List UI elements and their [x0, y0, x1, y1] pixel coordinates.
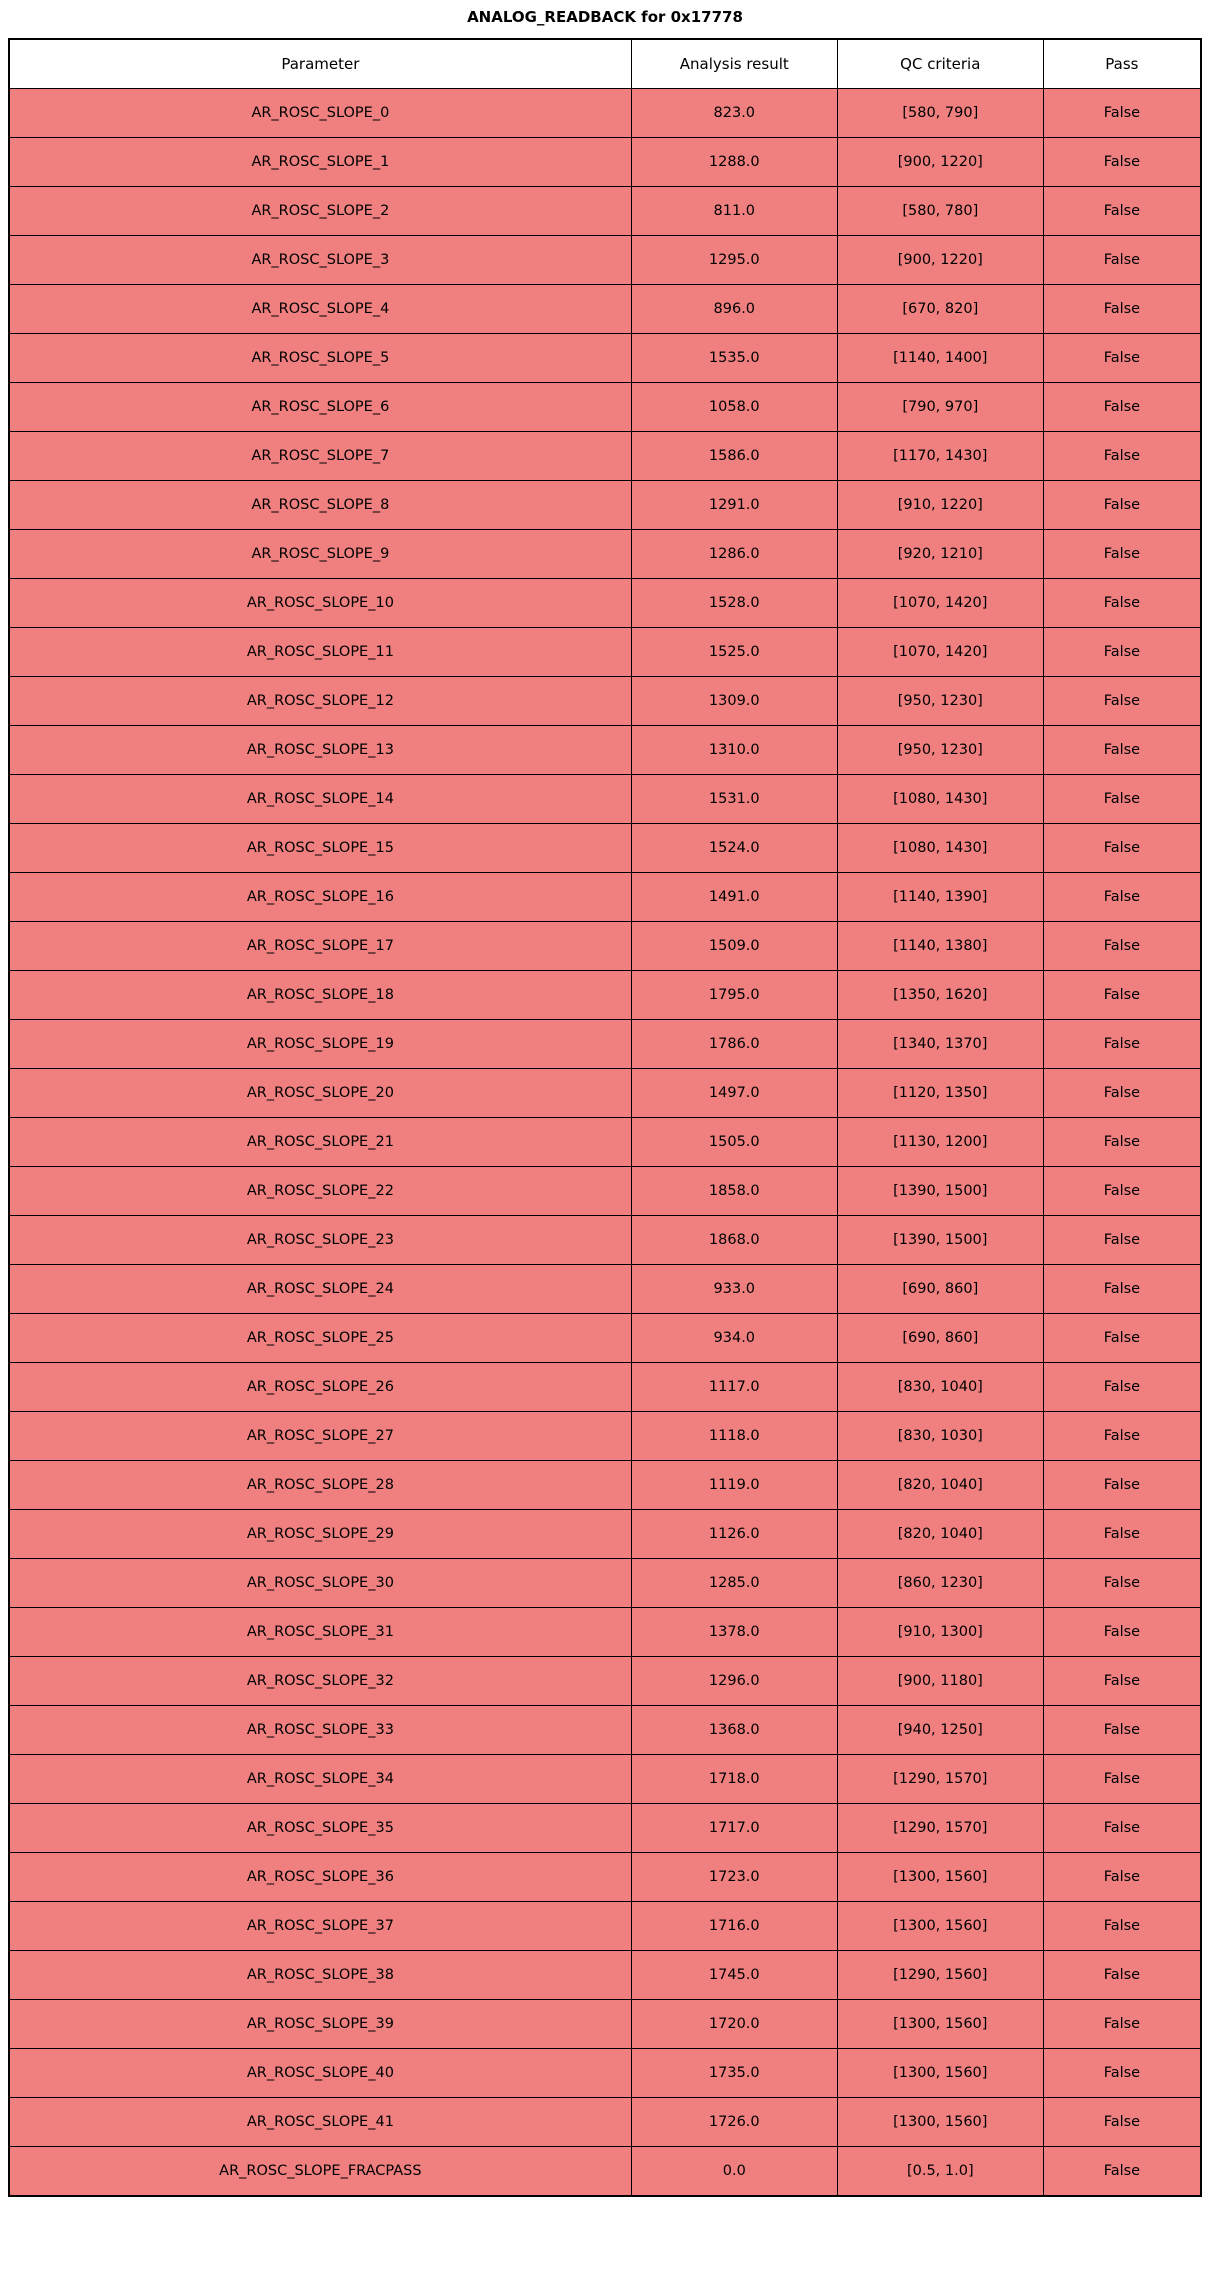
cell-qc-criteria: [1130, 1200] — [837, 1118, 1043, 1167]
cell-pass: False — [1043, 187, 1201, 236]
cell-qc-criteria: [1140, 1390] — [837, 873, 1043, 922]
table-row — [9, 383, 1201, 432]
cell-qc-criteria: [1300, 1560] — [837, 2000, 1043, 2049]
table-row — [9, 1559, 1201, 1608]
cell-analysis-result: 1117.0 — [631, 1363, 837, 1412]
cell-pass: False — [1043, 383, 1201, 432]
table-row — [9, 1314, 1201, 1363]
cell-parameter: AR_ROSC_SLOPE_21 — [9, 1118, 631, 1167]
cell-analysis-result: 1058.0 — [631, 383, 837, 432]
table-row — [9, 1755, 1201, 1804]
table-row — [9, 579, 1201, 628]
cell-analysis-result: 1309.0 — [631, 677, 837, 726]
cell-qc-criteria: [1300, 1560] — [837, 1902, 1043, 1951]
cell-qc-criteria: [1140, 1380] — [837, 922, 1043, 971]
cell-parameter: AR_ROSC_SLOPE_33 — [9, 1706, 631, 1755]
table-row — [9, 2098, 1201, 2147]
cell-pass: False — [1043, 1559, 1201, 1608]
cell-parameter: AR_ROSC_SLOPE_0 — [9, 89, 631, 138]
table-row — [9, 1608, 1201, 1657]
cell-qc-criteria: [1290, 1560] — [837, 1951, 1043, 2000]
cell-qc-criteria: [790, 970] — [837, 383, 1043, 432]
cell-analysis-result: 1295.0 — [631, 236, 837, 285]
cell-analysis-result: 1868.0 — [631, 1216, 837, 1265]
table-row — [9, 1020, 1201, 1069]
cell-pass: False — [1043, 432, 1201, 481]
cell-qc-criteria: [910, 1220] — [837, 481, 1043, 530]
cell-qc-criteria: [0.5, 1.0] — [837, 2147, 1043, 2197]
table-row — [9, 89, 1201, 138]
cell-parameter: AR_ROSC_SLOPE_3 — [9, 236, 631, 285]
table-row — [9, 187, 1201, 236]
column-header-pass: Pass — [1043, 39, 1201, 89]
cell-analysis-result: 811.0 — [631, 187, 837, 236]
cell-qc-criteria: [1080, 1430] — [837, 775, 1043, 824]
table-row — [9, 2147, 1201, 2197]
cell-analysis-result: 1720.0 — [631, 2000, 837, 2049]
cell-pass: False — [1043, 579, 1201, 628]
cell-qc-criteria: [950, 1230] — [837, 726, 1043, 775]
cell-parameter: AR_ROSC_SLOPE_22 — [9, 1167, 631, 1216]
table-row — [9, 1118, 1201, 1167]
cell-analysis-result: 1524.0 — [631, 824, 837, 873]
cell-qc-criteria: [690, 860] — [837, 1265, 1043, 1314]
cell-pass: False — [1043, 2049, 1201, 2098]
cell-pass: False — [1043, 873, 1201, 922]
cell-qc-criteria: [920, 1210] — [837, 530, 1043, 579]
cell-analysis-result: 1126.0 — [631, 1510, 837, 1559]
cell-parameter: AR_ROSC_SLOPE_12 — [9, 677, 631, 726]
column-header-qc-criteria: QC criteria — [837, 39, 1043, 89]
cell-analysis-result: 1296.0 — [631, 1657, 837, 1706]
cell-parameter: AR_ROSC_SLOPE_10 — [9, 579, 631, 628]
table-row — [9, 1461, 1201, 1510]
cell-analysis-result: 1795.0 — [631, 971, 837, 1020]
cell-pass: False — [1043, 1902, 1201, 1951]
cell-pass: False — [1043, 1608, 1201, 1657]
cell-qc-criteria: [900, 1220] — [837, 138, 1043, 187]
cell-parameter: AR_ROSC_SLOPE_8 — [9, 481, 631, 530]
cell-analysis-result: 933.0 — [631, 1265, 837, 1314]
table-row — [9, 481, 1201, 530]
cell-analysis-result: 1310.0 — [631, 726, 837, 775]
cell-qc-criteria: [1300, 1560] — [837, 2098, 1043, 2147]
table-row — [9, 236, 1201, 285]
cell-parameter: AR_ROSC_SLOPE_25 — [9, 1314, 631, 1363]
cell-parameter: AR_ROSC_SLOPE_6 — [9, 383, 631, 432]
cell-analysis-result: 1535.0 — [631, 334, 837, 383]
cell-analysis-result: 1718.0 — [631, 1755, 837, 1804]
cell-pass: False — [1043, 726, 1201, 775]
cell-parameter: AR_ROSC_SLOPE_40 — [9, 2049, 631, 2098]
cell-parameter: AR_ROSC_SLOPE_2 — [9, 187, 631, 236]
cell-parameter: AR_ROSC_SLOPE_38 — [9, 1951, 631, 2000]
cell-parameter: AR_ROSC_SLOPE_9 — [9, 530, 631, 579]
cell-qc-criteria: [1290, 1570] — [837, 1755, 1043, 1804]
cell-pass: False — [1043, 285, 1201, 334]
table-row — [9, 138, 1201, 187]
cell-qc-criteria: [1350, 1620] — [837, 971, 1043, 1020]
qc-table-container — [0, 38, 1210, 2205]
table-row — [9, 1706, 1201, 1755]
table-row — [9, 775, 1201, 824]
cell-parameter: AR_ROSC_SLOPE_24 — [9, 1265, 631, 1314]
table-header — [9, 39, 1201, 89]
table-row — [9, 824, 1201, 873]
cell-parameter: AR_ROSC_SLOPE_30 — [9, 1559, 631, 1608]
cell-qc-criteria: [670, 820] — [837, 285, 1043, 334]
cell-analysis-result: 1586.0 — [631, 432, 837, 481]
cell-analysis-result: 823.0 — [631, 89, 837, 138]
table-row — [9, 1657, 1201, 1706]
cell-qc-criteria: [1170, 1430] — [837, 432, 1043, 481]
cell-qc-criteria: [1300, 1560] — [837, 2049, 1043, 2098]
cell-qc-criteria: [1390, 1500] — [837, 1216, 1043, 1265]
cell-parameter: AR_ROSC_SLOPE_19 — [9, 1020, 631, 1069]
cell-analysis-result: 1378.0 — [631, 1608, 837, 1657]
table-row — [9, 1804, 1201, 1853]
cell-pass: False — [1043, 1412, 1201, 1461]
table-row — [9, 873, 1201, 922]
cell-pass: False — [1043, 1510, 1201, 1559]
cell-analysis-result: 1509.0 — [631, 922, 837, 971]
table-row — [9, 1412, 1201, 1461]
qc-results-table — [8, 38, 1202, 2197]
cell-pass: False — [1043, 1167, 1201, 1216]
cell-qc-criteria: [1290, 1570] — [837, 1804, 1043, 1853]
cell-parameter: AR_ROSC_SLOPE_27 — [9, 1412, 631, 1461]
table-row — [9, 2000, 1201, 2049]
cell-parameter: AR_ROSC_SLOPE_29 — [9, 1510, 631, 1559]
cell-qc-criteria: [900, 1220] — [837, 236, 1043, 285]
cell-pass: False — [1043, 628, 1201, 677]
cell-pass: False — [1043, 1951, 1201, 2000]
cell-qc-criteria: [910, 1300] — [837, 1608, 1043, 1657]
cell-pass: False — [1043, 236, 1201, 285]
cell-qc-criteria: [950, 1230] — [837, 677, 1043, 726]
cell-pass: False — [1043, 1657, 1201, 1706]
cell-parameter: AR_ROSC_SLOPE_41 — [9, 2098, 631, 2147]
cell-parameter: AR_ROSC_SLOPE_14 — [9, 775, 631, 824]
table-row — [9, 432, 1201, 481]
cell-analysis-result: 1717.0 — [631, 1804, 837, 1853]
cell-analysis-result: 1286.0 — [631, 530, 837, 579]
cell-pass: False — [1043, 775, 1201, 824]
cell-pass: False — [1043, 1706, 1201, 1755]
table-row — [9, 971, 1201, 1020]
cell-analysis-result: 934.0 — [631, 1314, 837, 1363]
cell-parameter: AR_ROSC_SLOPE_18 — [9, 971, 631, 1020]
cell-parameter: AR_ROSC_SLOPE_15 — [9, 824, 631, 873]
cell-parameter: AR_ROSC_SLOPE_35 — [9, 1804, 631, 1853]
table-body — [9, 89, 1201, 2197]
cell-pass: False — [1043, 1265, 1201, 1314]
cell-qc-criteria: [1120, 1350] — [837, 1069, 1043, 1118]
cell-parameter: AR_ROSC_SLOPE_13 — [9, 726, 631, 775]
table-row — [9, 1265, 1201, 1314]
cell-analysis-result: 1723.0 — [631, 1853, 837, 1902]
cell-qc-criteria: [580, 790] — [837, 89, 1043, 138]
table-row — [9, 2049, 1201, 2098]
cell-analysis-result: 1745.0 — [631, 1951, 837, 2000]
table-row — [9, 1167, 1201, 1216]
cell-parameter: AR_ROSC_SLOPE_16 — [9, 873, 631, 922]
page-title: ANALOG_READBACK for 0x17778 — [467, 8, 743, 26]
cell-parameter: AR_ROSC_SLOPE_17 — [9, 922, 631, 971]
table-row — [9, 922, 1201, 971]
cell-parameter: AR_ROSC_SLOPE_FRACPASS — [9, 2147, 631, 2197]
cell-analysis-result: 0.0 — [631, 2147, 837, 2197]
cell-pass: False — [1043, 677, 1201, 726]
cell-pass: False — [1043, 1118, 1201, 1167]
cell-pass: False — [1043, 2000, 1201, 2049]
cell-pass: False — [1043, 89, 1201, 138]
cell-analysis-result: 1119.0 — [631, 1461, 837, 1510]
cell-qc-criteria: [1340, 1370] — [837, 1020, 1043, 1069]
cell-parameter: AR_ROSC_SLOPE_32 — [9, 1657, 631, 1706]
cell-analysis-result: 1786.0 — [631, 1020, 837, 1069]
cell-analysis-result: 1726.0 — [631, 2098, 837, 2147]
table-header-row — [9, 39, 1201, 89]
cell-pass: False — [1043, 530, 1201, 579]
cell-parameter: AR_ROSC_SLOPE_1 — [9, 138, 631, 187]
table-row — [9, 1951, 1201, 2000]
table-row — [9, 1853, 1201, 1902]
cell-pass: False — [1043, 1314, 1201, 1363]
cell-pass: False — [1043, 1363, 1201, 1412]
cell-pass: False — [1043, 1216, 1201, 1265]
cell-analysis-result: 1118.0 — [631, 1412, 837, 1461]
cell-qc-criteria: [690, 860] — [837, 1314, 1043, 1363]
cell-qc-criteria: [1390, 1500] — [837, 1167, 1043, 1216]
cell-pass: False — [1043, 1755, 1201, 1804]
table-row — [9, 726, 1201, 775]
cell-qc-criteria: [830, 1040] — [837, 1363, 1043, 1412]
cell-qc-criteria: [1080, 1430] — [837, 824, 1043, 873]
cell-parameter: AR_ROSC_SLOPE_5 — [9, 334, 631, 383]
cell-qc-criteria: [860, 1230] — [837, 1559, 1043, 1608]
cell-parameter: AR_ROSC_SLOPE_4 — [9, 285, 631, 334]
cell-analysis-result: 1291.0 — [631, 481, 837, 530]
cell-analysis-result: 1531.0 — [631, 775, 837, 824]
cell-qc-criteria: [1070, 1420] — [837, 628, 1043, 677]
cell-parameter: AR_ROSC_SLOPE_37 — [9, 1902, 631, 1951]
table-row — [9, 1902, 1201, 1951]
cell-pass: False — [1043, 1461, 1201, 1510]
cell-parameter: AR_ROSC_SLOPE_34 — [9, 1755, 631, 1804]
cell-pass: False — [1043, 334, 1201, 383]
table-row — [9, 628, 1201, 677]
cell-parameter: AR_ROSC_SLOPE_39 — [9, 2000, 631, 2049]
cell-analysis-result: 1285.0 — [631, 1559, 837, 1608]
column-header-analysis-result: Analysis result — [631, 39, 837, 89]
cell-qc-criteria: [830, 1030] — [837, 1412, 1043, 1461]
cell-analysis-result: 1716.0 — [631, 1902, 837, 1951]
table-row — [9, 677, 1201, 726]
cell-pass: False — [1043, 1069, 1201, 1118]
cell-analysis-result: 1528.0 — [631, 579, 837, 628]
cell-analysis-result: 1288.0 — [631, 138, 837, 187]
cell-pass: False — [1043, 1804, 1201, 1853]
cell-analysis-result: 1368.0 — [631, 1706, 837, 1755]
cell-qc-criteria: [1140, 1400] — [837, 334, 1043, 383]
cell-analysis-result: 1497.0 — [631, 1069, 837, 1118]
cell-parameter: AR_ROSC_SLOPE_20 — [9, 1069, 631, 1118]
cell-qc-criteria: [1070, 1420] — [837, 579, 1043, 628]
table-row — [9, 285, 1201, 334]
table-row — [9, 334, 1201, 383]
cell-pass: False — [1043, 824, 1201, 873]
cell-pass: False — [1043, 971, 1201, 1020]
table-row — [9, 1069, 1201, 1118]
table-row — [9, 1510, 1201, 1559]
cell-qc-criteria: [580, 780] — [837, 187, 1043, 236]
cell-qc-criteria: [1300, 1560] — [837, 1853, 1043, 1902]
cell-parameter: AR_ROSC_SLOPE_26 — [9, 1363, 631, 1412]
cell-analysis-result: 1525.0 — [631, 628, 837, 677]
cell-parameter: AR_ROSC_SLOPE_23 — [9, 1216, 631, 1265]
cell-parameter: AR_ROSC_SLOPE_36 — [9, 1853, 631, 1902]
cell-parameter: AR_ROSC_SLOPE_11 — [9, 628, 631, 677]
cell-analysis-result: 1735.0 — [631, 2049, 837, 2098]
cell-pass: False — [1043, 1020, 1201, 1069]
table-row — [9, 530, 1201, 579]
cell-pass: False — [1043, 481, 1201, 530]
cell-qc-criteria: [820, 1040] — [837, 1510, 1043, 1559]
cell-qc-criteria: [940, 1250] — [837, 1706, 1043, 1755]
cell-parameter: AR_ROSC_SLOPE_7 — [9, 432, 631, 481]
column-header-parameter: Parameter — [9, 39, 631, 89]
cell-parameter: AR_ROSC_SLOPE_31 — [9, 1608, 631, 1657]
cell-parameter: AR_ROSC_SLOPE_28 — [9, 1461, 631, 1510]
table-row — [9, 1216, 1201, 1265]
table-row — [9, 1363, 1201, 1412]
cell-pass: False — [1043, 2147, 1201, 2197]
cell-pass: False — [1043, 138, 1201, 187]
cell-analysis-result: 1858.0 — [631, 1167, 837, 1216]
cell-pass: False — [1043, 2098, 1201, 2147]
cell-pass: False — [1043, 1853, 1201, 1902]
cell-qc-criteria: [900, 1180] — [837, 1657, 1043, 1706]
cell-analysis-result: 1505.0 — [631, 1118, 837, 1167]
cell-pass: False — [1043, 922, 1201, 971]
cell-analysis-result: 1491.0 — [631, 873, 837, 922]
cell-qc-criteria: [820, 1040] — [837, 1461, 1043, 1510]
cell-analysis-result: 896.0 — [631, 285, 837, 334]
